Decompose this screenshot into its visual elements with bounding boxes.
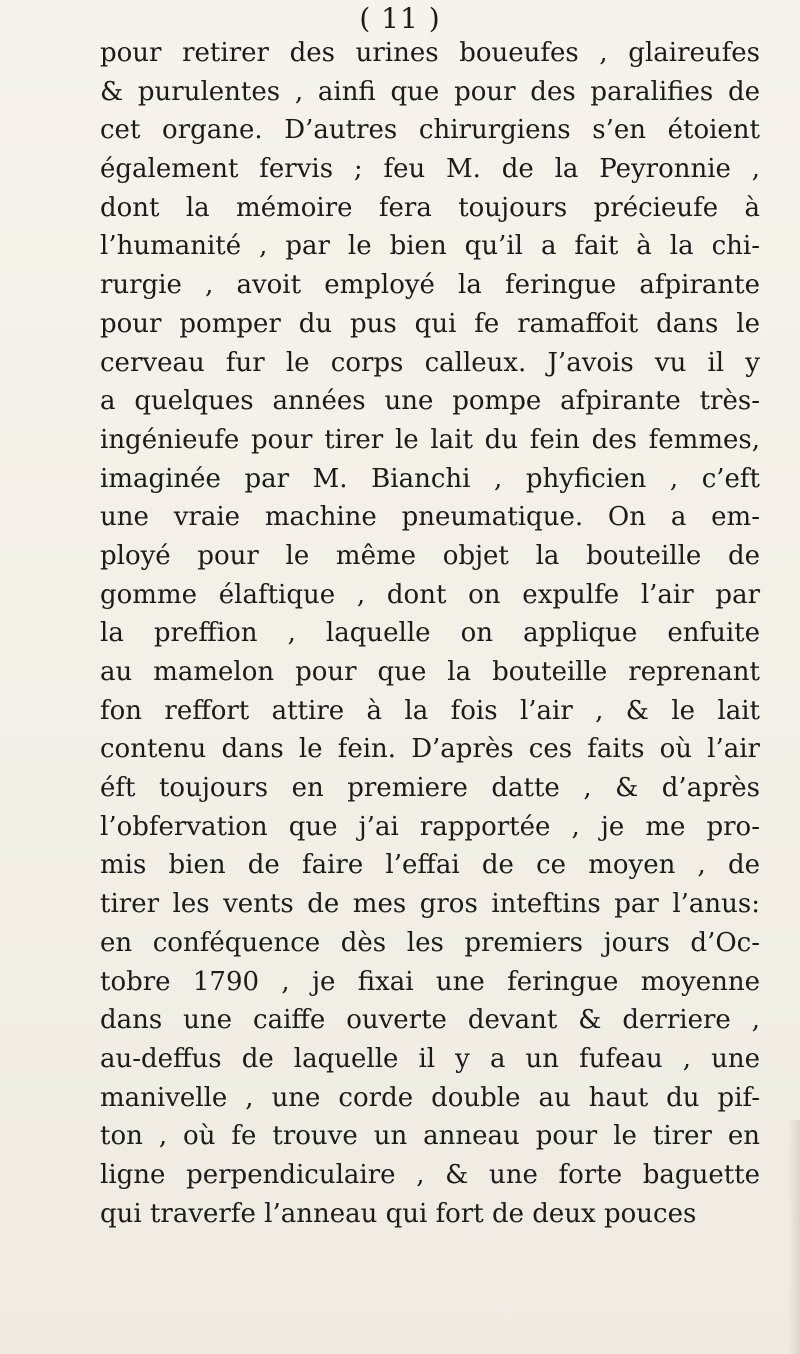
- text-line: dont la mémoire fera toujours précieufe à: [100, 192, 760, 223]
- page-number: ( 11 ): [359, 2, 441, 35]
- text-line: fon reffort attire à la fois l’air , & le lait: [100, 695, 760, 726]
- text-line: ployé pour le même objet la bouteille de: [100, 540, 760, 571]
- text-line: manivelle , une corde double au haut du pif-: [100, 1082, 760, 1113]
- text-line: contenu dans le fein. D’après ces faits où l’air: [100, 734, 760, 765]
- text-line: ingénieufe pour tirer le lait du fein des femmes,: [100, 424, 760, 455]
- text-line: en conféquence dès les premiers jours d’Oc-: [100, 927, 760, 958]
- text-line: mis bien de faire l’effai de ce moyen , de: [100, 850, 760, 881]
- text-line: gomme élaftique , dont on expulfe l’air par: [100, 579, 760, 610]
- text-line: une vraie machine pneumatique. On a em-: [100, 502, 760, 533]
- body-text: [100, 34, 760, 1233]
- text-line: & purulentes , ainfi que pour des paralifies de: [100, 76, 760, 107]
- text-line: rurgie , avoit employé la feringue afpirante: [100, 270, 760, 301]
- text-line: pour pomper du pus qui fe ramaffoit dans le: [100, 308, 760, 339]
- text-line: pour retirer des urines boueufes , glaireufes: [100, 38, 760, 68]
- text-line: au-deffus de laquelle il y a un fufeau , une: [100, 1043, 760, 1074]
- text-line: tobre 1790 , je fixai une feringue moyenne: [100, 966, 760, 997]
- page-edge-shadow: [788, 1120, 800, 1354]
- text-line: ligne perpendiculaire , & une forte baguette: [100, 1159, 760, 1190]
- text-line: la preffion , laquelle on applique enfuite: [100, 618, 760, 649]
- text-line: l’obfervation que j’ai rapportée , je me pro-: [100, 811, 760, 842]
- text-line: également fervis ; feu M. de la Peyronnie ,: [100, 154, 760, 185]
- text-line: éft toujours en premiere datte , & d’après: [100, 773, 760, 804]
- text-line: qui traverfe l’anneau qui fort de deux pouces: [100, 1198, 697, 1229]
- text-line: ton , où fe trouve un anneau pour le tirer en: [100, 1121, 760, 1152]
- text-line: a quelques années une pompe afpirante très-: [100, 386, 760, 417]
- text-line: au mamelon pour que la bouteille reprenant: [100, 657, 760, 687]
- text-line: imaginée par M. Bianchi , phyficien , c’eft: [100, 463, 760, 494]
- text-line: l’humanité , par le bien qu’il a fait à la chi-: [100, 231, 760, 262]
- text-line: cet organe. D’autres chirurgiens s’en étoient: [100, 115, 760, 146]
- text-line: tirer les vents de mes gros inteftins par l’anus:: [100, 889, 760, 920]
- text-line: dans une caiffe ouverte devant & derriere ,: [100, 1005, 760, 1036]
- text-line: cerveau fur le corps calleux. J’avois vu il y: [100, 347, 760, 378]
